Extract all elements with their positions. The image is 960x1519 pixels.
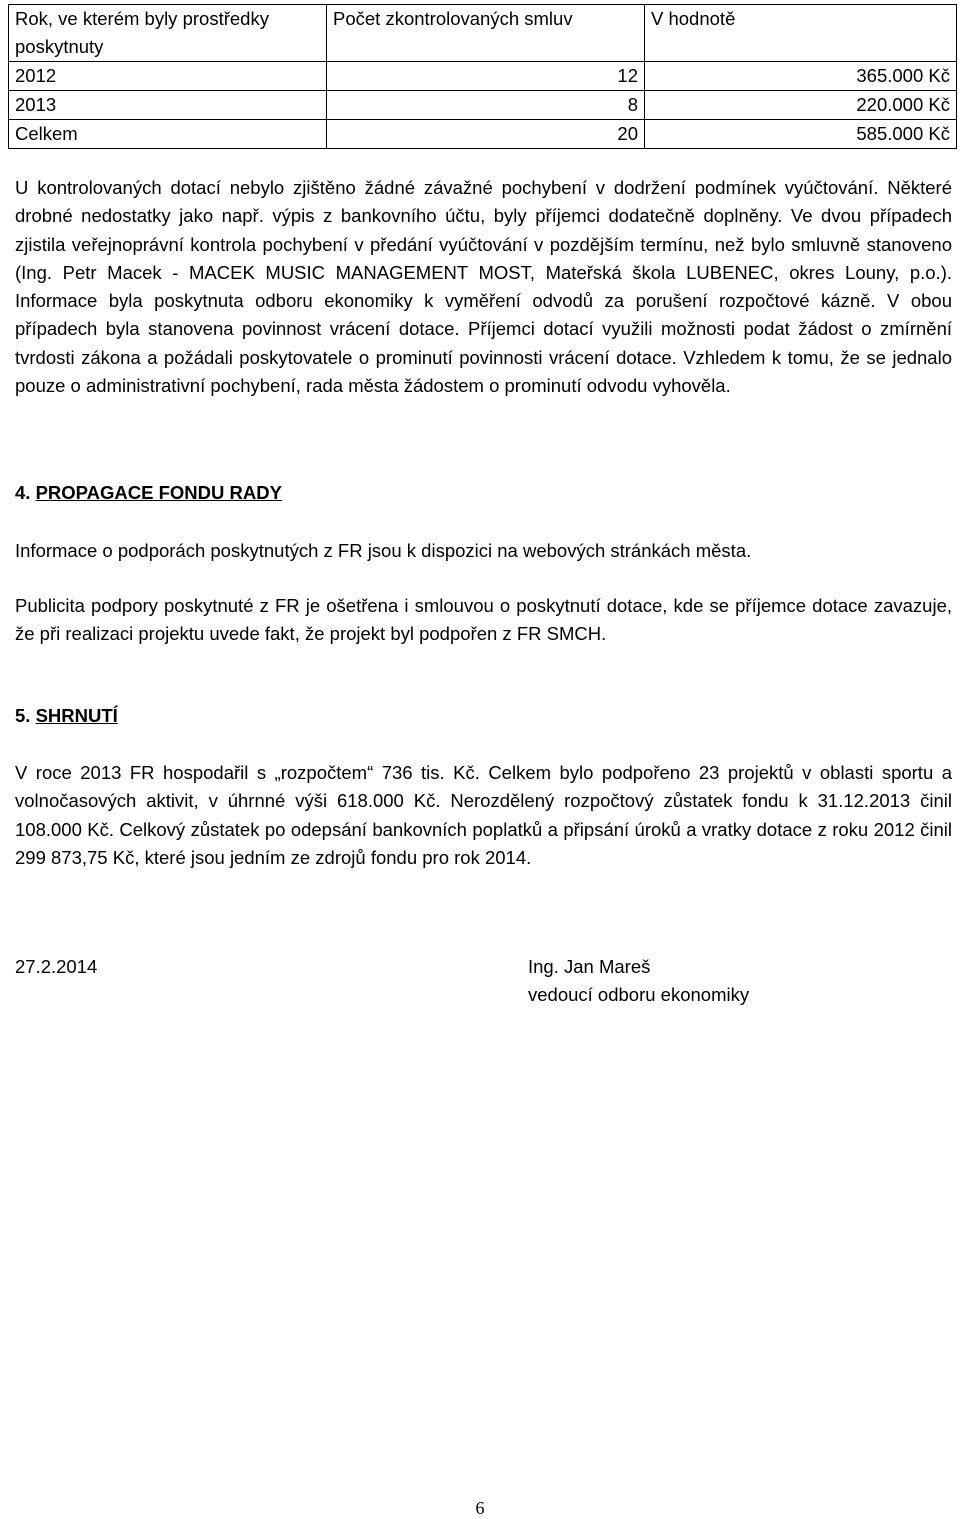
- table-cell-count: 12: [327, 62, 645, 91]
- section4-paragraph-2: Publicita podpory poskytnuté z FR je ošetřena i smlouvou o poskytnutí dotace, kde se příjemce dotace zavazuje, že při realizaci projektu uvede fakt, že projekt byl podpořen z FR SMCH.: [15, 595, 952, 645]
- table-cell-year: 2013: [9, 91, 327, 120]
- control-paragraph: U kontrolovaných dotací nebylo zjištěno žádné závažné pochybení v dodržení podmínek vyúčtování. Některé drobné nedostatky jako např. výpis z bankovního účtu, byly příjemci dodatečně doplněny. Ve dvou případech zjistila veřejnoprávní kontrola pochybení v předání vyúčtování v pozdějším termínu, než bylo smluvně stanoveno (Ing. Petr Macek - MACEK MUSIC MANAGEMENT MOST, Mateřská škola LUBENEC, okres Louny, p.o.). Informace byla poskytnuta odboru ekonomiky k vyměření odvodů za porušení rozpočtové kázně. V obou případech byla stanovena povinnost vrácení dotace. Příjemci dotací využili možnosti podat žádost o zmírnění tvrdosti zákona a požádali poskytovatele o prominutí povinnosti vrácení dotace. Vzhledem k tomu, že se jednalo pouze o administrativní pochybení, rada města žádostem o prominutí odvodu vyhověla.: [15, 177, 952, 397]
- table-header-cell: Rok, ve kterém byly prostředky poskytnuty: [9, 5, 327, 62]
- section-number: 4.: [15, 482, 31, 503]
- signature-date: 27.2.2014: [15, 956, 98, 977]
- table-row: [9, 120, 957, 149]
- table-row: [9, 62, 957, 91]
- table-cell-value: 220.000 Kč: [645, 91, 957, 120]
- section-number: 5.: [15, 705, 31, 726]
- table-cell-year: Celkem: [9, 120, 327, 149]
- section4-paragraph-1: Informace o podporách poskytnutých z FR jsou k dispozici na webových stránkách města.: [15, 540, 752, 561]
- table-cell-value: 585.000 Kč: [645, 120, 957, 149]
- section-heading-5: [15, 705, 118, 727]
- signature-block: [528, 953, 749, 1009]
- signatory-name: Ing. Jan Mareš: [528, 956, 651, 977]
- table-cell-count: 8: [327, 91, 645, 120]
- table-header-cell: V hodnotě: [645, 5, 957, 62]
- table-row: [9, 91, 957, 120]
- table-cell-count: 20: [327, 120, 645, 149]
- section-title: SHRNUTÍ: [35, 705, 118, 726]
- table-header-row: [9, 5, 957, 62]
- summary-paragraph: V roce 2013 FR hospodařil s „rozpočtem“ 736 tis. Kč. Celkem bylo podpořeno 23 projektů v oblasti sportu a volnočasových aktivit, v úhrnné výši 618.000 Kč. Nerozdělený rozpočtový zůstatek fondu k 31.12.2013 činil 108.000 Kč. Celkový zůstatek po odepsání bankovních poplatků a připsání úroků a vratky dotace z roku 2012 činil 299 873,75 Kč, které jsou jedním ze zdrojů fondu pro rok 2014.: [15, 762, 952, 868]
- signatory-role: vedoucí odboru ekonomiky: [528, 984, 750, 1005]
- table-cell-year: 2012: [9, 62, 327, 91]
- section-heading-4: [15, 482, 282, 504]
- contracts-table: [8, 4, 957, 149]
- section-title: PROPAGACE FONDU RADY: [35, 482, 282, 503]
- table-header-cell: Počet zkontrolovaných smluv: [327, 5, 645, 62]
- page-number: 6: [475, 1498, 485, 1518]
- table-cell-value: 365.000 Kč: [645, 62, 957, 91]
